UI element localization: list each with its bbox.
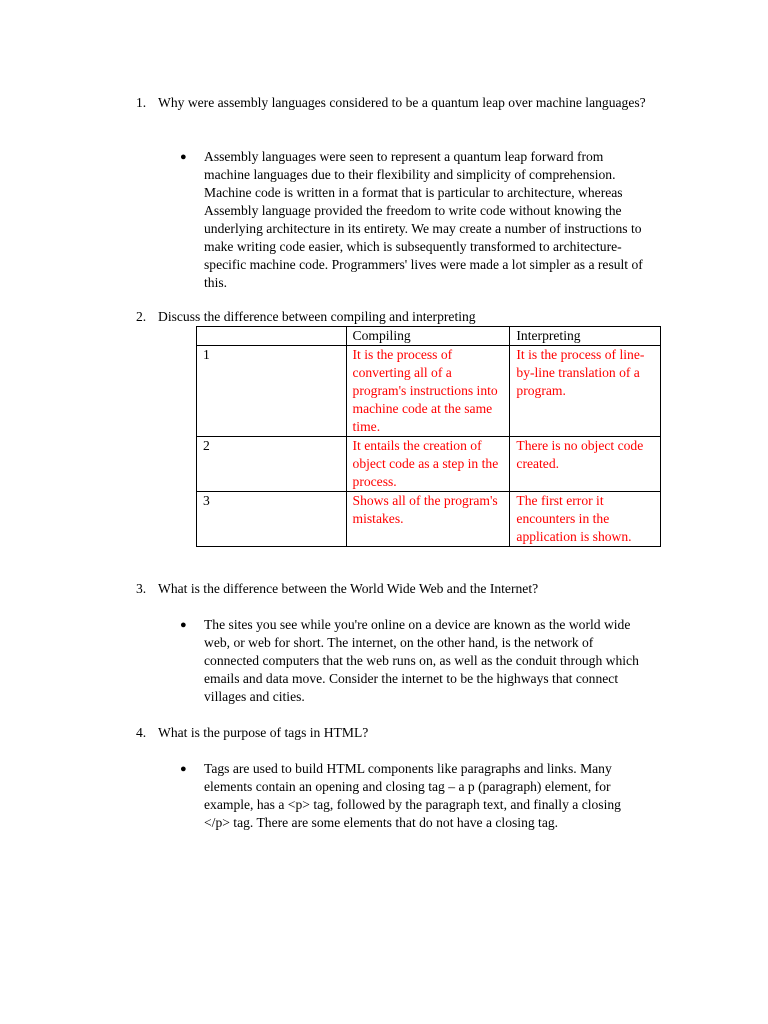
question-number: 1. — [136, 95, 147, 110]
bullet-icon: ● — [180, 763, 187, 775]
answer-3 — [180, 616, 650, 706]
table-cell-interpreting: It is the process of line-by-line translation of a program. — [510, 346, 661, 437]
table-cell-id: 1 — [197, 346, 347, 437]
table-cell-compiling: It is the process of converting all of a program's instructions into machine code at the same time. — [346, 346, 510, 437]
table-header-cell — [197, 327, 347, 346]
question-2 — [136, 308, 656, 326]
question-text: What is the purpose of tags in HTML? — [158, 725, 369, 740]
bullet-icon: ● — [180, 619, 187, 631]
table-cell-interpreting: There is no object code created. — [510, 437, 661, 492]
table-row — [197, 437, 661, 492]
comparison-table — [196, 326, 661, 547]
answer-text: Assembly languages were seen to represent a quantum leap forward from machine languages due to their flexibility and simplicity of comprehension. Machine code is written in a format that is particular to architecture, whereas Assembly language provided the freedom to write code without knowing the underlying architecture in its entirety. We may create a number of instructions to make writing code easier, which is subsequently transformed to architecture-specific machine code. Programmers' lives were made a lot simpler as a result of this. — [204, 149, 643, 290]
question-text: What is the difference between the World Wide Web and the Internet? — [158, 581, 539, 596]
answer-text: Tags are used to build HTML components like paragraphs and links. Many elements contain an opening and closing tag – a p (paragraph) element, for example, has a <p> tag, followed by the paragraph text, and finally a closing </p> tag. There are some elements that do not have a closing tag. — [204, 761, 621, 830]
question-number: 2. — [136, 309, 147, 324]
question-1 — [136, 94, 656, 112]
answer-1 — [180, 148, 650, 292]
table-cell-compiling: Shows all of the program's mistakes. — [346, 492, 510, 547]
bullet-icon: ● — [180, 151, 187, 163]
table-cell-id: 2 — [197, 437, 347, 492]
table-header-cell: Compiling — [346, 327, 510, 346]
table-header-row — [197, 327, 661, 346]
question-text: Why were assembly languages considered to be a quantum leap over machine languages? — [158, 95, 646, 110]
table-cell-interpreting: The first error it encounters in the application is shown. — [510, 492, 661, 547]
table-cell-id: 3 — [197, 492, 347, 547]
table-header-cell: Interpreting — [510, 327, 661, 346]
answer-text: The sites you see while you're online on a device are known as the world wide web, or web for short. The internet, on the other hand, is the network of connected computers that the web runs on, as well as the conduit through which emails and data move. Consider the internet to be the highways that connect villages and cities. — [204, 617, 639, 704]
table-cell-compiling: It entails the creation of object code as a step in the process. — [346, 437, 510, 492]
question-number: 3. — [136, 581, 147, 596]
table-row — [197, 346, 661, 437]
question-number: 4. — [136, 725, 147, 740]
table-row — [197, 492, 661, 547]
answer-4 — [180, 760, 650, 832]
question-text: Discuss the difference between compiling and interpreting — [158, 309, 476, 324]
question-3 — [136, 580, 656, 598]
question-4 — [136, 724, 656, 742]
